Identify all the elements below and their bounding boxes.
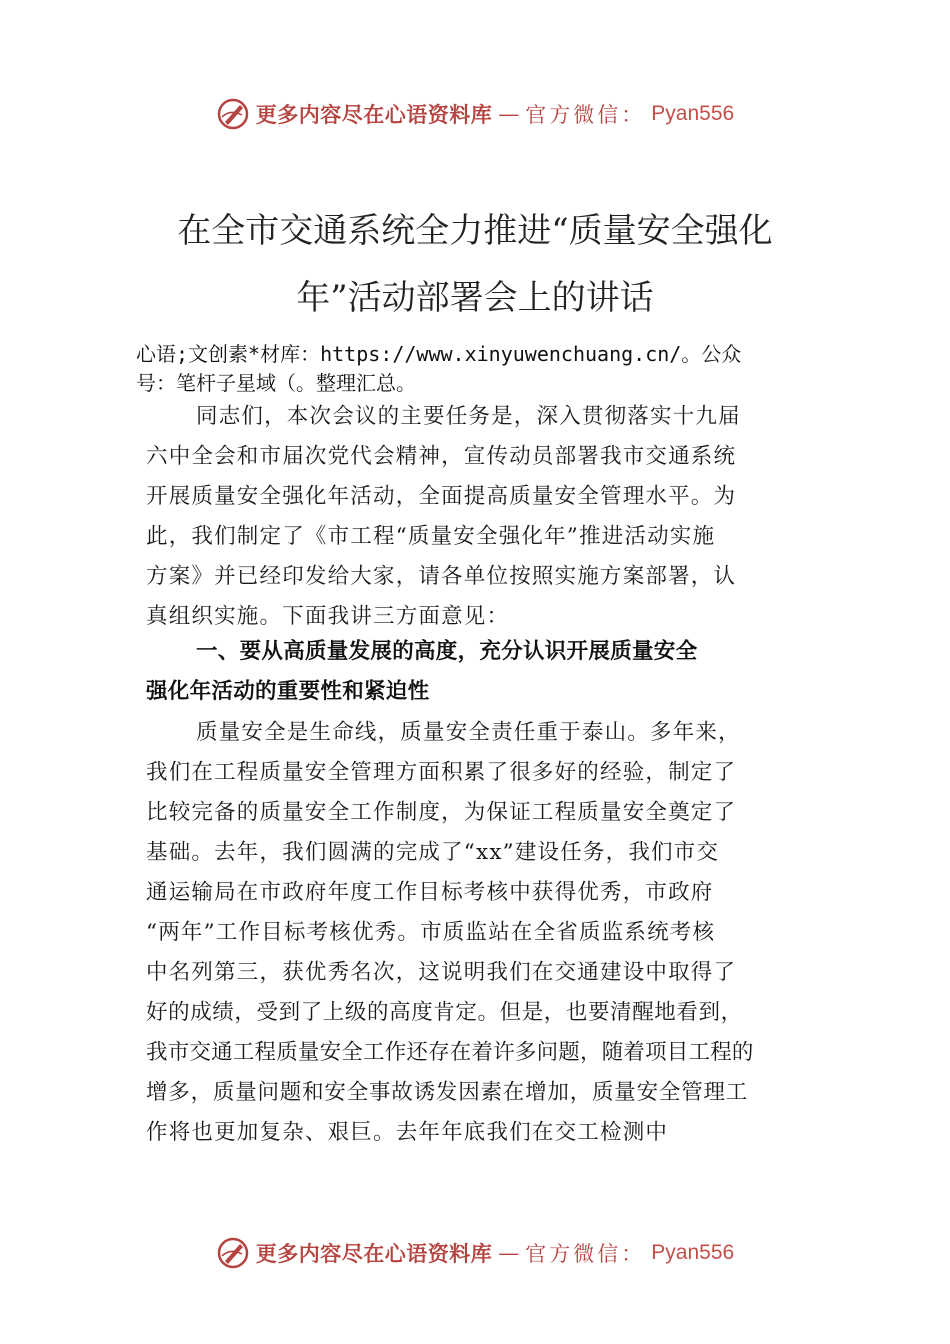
footer-banner xyxy=(0,1233,950,1273)
text-line: “两年”工作目标考核优秀。市质监站在全省质监系统考核 xyxy=(146,920,716,945)
document-title-line-1: 在全市交通系统全力推进“质量安全强化 xyxy=(177,211,773,251)
text-line: 好的成绩，受到了上级的高度肯定。但是，也要清醒地看到， xyxy=(146,1000,743,1025)
heading-line: 一、要从高质量发展的高度，充分认识开展质量安全 xyxy=(196,639,698,664)
banner-separator: — xyxy=(498,102,520,126)
text-line: 增多，质量问题和安全事故诱发因素在增加，质量安全管理工 xyxy=(146,1080,749,1105)
source-note-line-2: 号：笔杆子星域（。整理汇总。 xyxy=(136,371,416,395)
paragraph-intro xyxy=(146,397,836,637)
banner-handle: Pyan556 xyxy=(651,1241,735,1264)
text-line: 质量安全是生命线，质量安全责任重于泰山。多年来， xyxy=(196,720,741,745)
text-line: 我市交通工程质量安全工作还存在着许多问题，随着项目工程的 xyxy=(146,1040,754,1065)
banner-text: 更多内容尽在心语资料库 xyxy=(255,102,493,127)
text-line: 六中全会和市届次党代会精神，宣传动员部署我市交通系统 xyxy=(146,444,737,469)
text-line: 通运输局在市政府年度工作目标考核中获得优秀，市政府 xyxy=(146,880,714,905)
section-heading-1 xyxy=(146,632,836,712)
banner-wechat-label: 官方微信： xyxy=(525,1242,646,1266)
banner-text: 更多内容尽在心语资料库 xyxy=(255,1241,493,1266)
paragraph-section-1 xyxy=(146,713,836,1153)
text-line: 开展质量安全强化年活动，全面提高质量安全管理水平。为 xyxy=(146,484,737,509)
text-line: 作将也更加复杂、艰巨。去年年底我们在交工检测中 xyxy=(146,1120,669,1145)
banner-separator: — xyxy=(498,1241,520,1265)
text-line: 中名列第三，获优秀名次，这说明我们在交通建设中取得了 xyxy=(146,960,737,985)
text-line: 同志们，本次会议的主要任务是，深入贯彻落实十九届 xyxy=(196,404,741,429)
source-note-line-1: 心语;文创素*材库：https://www.xinyuwenchuang.cn/。公众 xyxy=(136,342,742,366)
text-line: 基础。去年，我们圆满的完成了“xx”建设任务，我们市交 xyxy=(146,840,720,865)
pen-logo-icon xyxy=(216,97,250,131)
heading-line: 强化年活动的重要性和紧迫性 xyxy=(146,679,430,704)
document-title-line-2: 年”活动部署会上的讲话 xyxy=(296,278,654,318)
text-line: 比较完备的质量安全工作制度，为保证工程质量安全奠定了 xyxy=(146,800,737,825)
text-line: 我们在工程质量安全管理方面积累了很多好的经验，制定了 xyxy=(146,760,737,785)
pen-logo-icon xyxy=(216,1236,250,1270)
header-banner xyxy=(0,94,950,134)
text-line: 真组织实施。下面我讲三方面意见： xyxy=(146,604,510,629)
banner-handle: Pyan556 xyxy=(651,102,735,125)
text-line: 方案》并已经印发给大家，请各单位按照实施方案部署，认 xyxy=(146,564,737,589)
text-line: 此，我们制定了《市工程“质量安全强化年”推进活动实施 xyxy=(146,524,716,549)
banner-wechat-label: 官方微信： xyxy=(525,103,646,127)
